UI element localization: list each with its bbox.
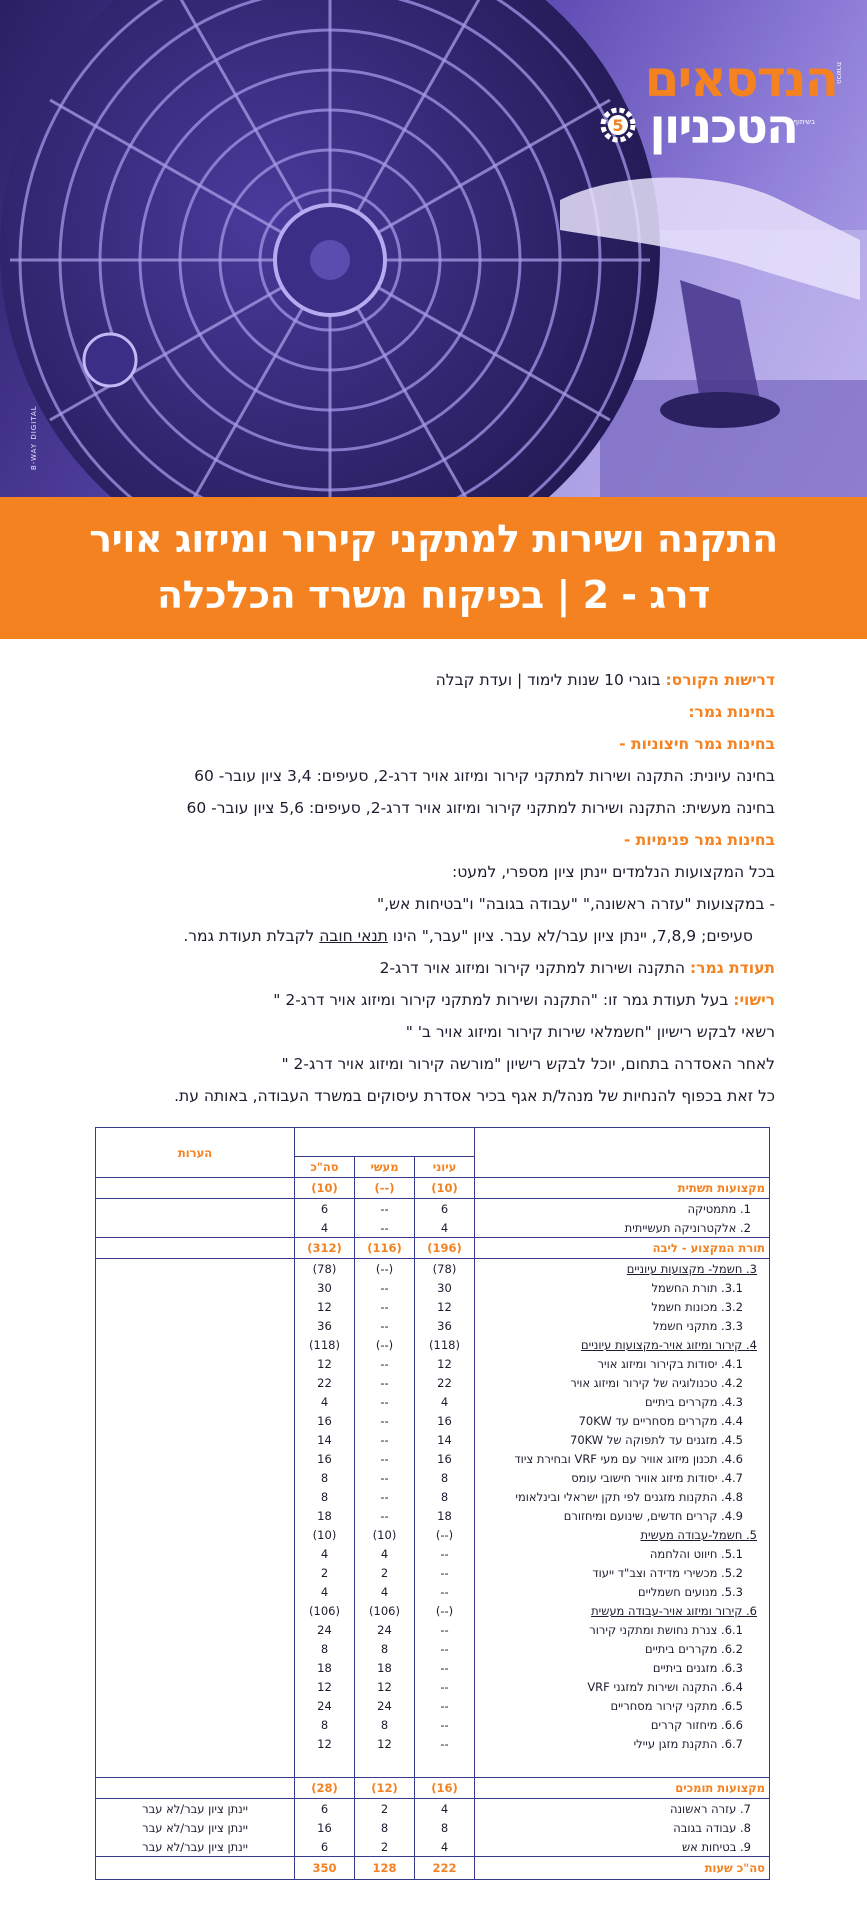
row-practical: --	[355, 1297, 415, 1316]
row-name	[475, 1620, 770, 1639]
row-total: 36	[295, 1316, 355, 1335]
table-row	[96, 1799, 770, 1818]
table-row	[96, 1506, 770, 1525]
row-note: יינתן ציון עבר/לא עבר	[96, 1837, 295, 1856]
row-name	[475, 1525, 770, 1544]
curriculum-table	[95, 1127, 770, 1880]
row-total: 16	[295, 1449, 355, 1468]
row-practical: (10)	[355, 1525, 415, 1544]
row-name	[475, 1316, 770, 1335]
header-theory: עיוני	[415, 1157, 475, 1178]
row-total: 8	[295, 1715, 355, 1734]
license-line	[75, 984, 775, 1016]
logo	[597, 50, 843, 155]
row-note	[96, 1677, 295, 1696]
row-theory: --	[415, 1715, 475, 1734]
row-total: 12	[295, 1677, 355, 1696]
header-notes: הערות	[96, 1128, 295, 1178]
row-note	[96, 1715, 295, 1734]
section-total: (312)	[295, 1238, 355, 1259]
license-label: רישוי:	[733, 991, 775, 1009]
row-name-text: 4.5. מזגנים עד לתפוקה של 70KW	[570, 1432, 743, 1447]
row-practical: --	[355, 1354, 415, 1373]
row-practical: 2	[355, 1799, 415, 1818]
row-name	[475, 1582, 770, 1601]
table-row	[96, 1544, 770, 1563]
final-exams-line	[75, 696, 775, 728]
row-practical: 8	[355, 1818, 415, 1837]
row-note	[96, 1411, 295, 1430]
row-note	[96, 1487, 295, 1506]
row-name	[475, 1696, 770, 1715]
row-note	[96, 1278, 295, 1297]
row-practical: --	[355, 1506, 415, 1525]
row-practical: 12	[355, 1677, 415, 1696]
external-exams-label: בחינות גמר חיצוניות -	[619, 735, 775, 753]
row-practical: --	[355, 1449, 415, 1468]
internal-sections-b: לקבלת תעודת גמר.	[183, 927, 320, 945]
row-total: 12	[295, 1354, 355, 1373]
row-theory: 12	[415, 1354, 475, 1373]
row-practical: 8	[355, 1715, 415, 1734]
total-theory: 222	[415, 1857, 475, 1880]
row-name	[475, 1218, 770, 1237]
row-theory: 8	[415, 1818, 475, 1837]
row-name	[475, 1799, 770, 1818]
section-practical: (12)	[355, 1778, 415, 1799]
row-theory: 6	[415, 1199, 475, 1218]
row-practical: --	[355, 1487, 415, 1506]
row-theory: (--)	[415, 1601, 475, 1620]
header-hours	[295, 1128, 475, 1157]
row-practical: 2	[355, 1563, 415, 1582]
logo-line2: הטכניון	[649, 99, 797, 155]
row-name-text: 3.1. תורת החשמל	[651, 1280, 743, 1295]
row-name	[475, 1373, 770, 1392]
row-theory: --	[415, 1677, 475, 1696]
total-label: סה"כ שעות	[475, 1857, 770, 1880]
row-practical: 8	[355, 1639, 415, 1658]
row-practical: 4	[355, 1582, 415, 1601]
row-total: 24	[295, 1696, 355, 1715]
row-note	[96, 1392, 295, 1411]
row-name	[475, 1392, 770, 1411]
row-note	[96, 1259, 295, 1278]
row-total: 4	[295, 1582, 355, 1601]
row-practical: 2	[355, 1837, 415, 1856]
header-empty	[475, 1128, 770, 1178]
row-name-text: 6.4. התקנה ושירות למזגני VRF	[587, 1679, 743, 1694]
spacer-cell	[355, 1753, 415, 1777]
row-total: 30	[295, 1278, 355, 1297]
row-note	[96, 1658, 295, 1677]
table-row	[96, 1297, 770, 1316]
row-name-text: 6.3. מזגנים ביתיים	[652, 1660, 743, 1675]
row-name-text: 5.1. חיווט והלחמה	[649, 1546, 743, 1561]
row-name-text: 4.4. מקררים מסחריים עד 70KW	[578, 1413, 743, 1428]
internal-sections-a: סעיפים; 7,8,9, יינתן ציון עבר/לא עבר. ציון "עבר," הינו	[387, 927, 753, 945]
spacer-cell	[475, 1753, 770, 1777]
row-name-text: 8. עבודה בגובה	[673, 1820, 751, 1835]
spacer-cell	[96, 1753, 295, 1777]
row-name-text: 6.7. התקנת מזגן עיילי	[633, 1736, 743, 1751]
row-name	[475, 1430, 770, 1449]
table-row	[96, 1218, 770, 1237]
table-spacer-row	[96, 1753, 770, 1777]
row-name-text: 4.2. טכנולוגיה של קירור ומיזוג אויר	[570, 1375, 743, 1390]
row-total: 12	[295, 1297, 355, 1316]
row-total: 2	[295, 1563, 355, 1582]
row-total: 4	[295, 1392, 355, 1411]
row-theory: 30	[415, 1278, 475, 1297]
row-note	[96, 1449, 295, 1468]
row-theory: --	[415, 1696, 475, 1715]
table-row	[96, 1837, 770, 1856]
logo-small-top: הכשרת	[835, 62, 843, 84]
course-info	[75, 664, 775, 1112]
section-theory: (196)	[415, 1238, 475, 1259]
row-total: (78)	[295, 1259, 355, 1278]
row-name	[475, 1544, 770, 1563]
license-line2: רשאי לבקש רישיון "חשמלאי שירות קירור ומיזוג אויר ב' "	[405, 1023, 775, 1041]
row-name-text: 6.6. מיחזור קררים	[650, 1717, 743, 1732]
table-row	[96, 1354, 770, 1373]
row-note	[96, 1582, 295, 1601]
row-name	[475, 1468, 770, 1487]
table-row	[96, 1335, 770, 1354]
row-name-text: 5. חשמל-עבודה מעשית	[640, 1527, 757, 1542]
row-name-text: 5.3. מנועים חשמליים	[638, 1584, 743, 1599]
table-row	[96, 1715, 770, 1734]
certificate-label: תעודת גמר:	[689, 959, 775, 977]
row-name-text: 7. עזרה ראשונה	[669, 1801, 751, 1816]
section-theory: (10)	[415, 1178, 475, 1199]
row-note	[96, 1525, 295, 1544]
row-name	[475, 1837, 770, 1856]
row-practical: (106)	[355, 1601, 415, 1620]
row-note	[96, 1316, 295, 1335]
row-total: 8	[295, 1487, 355, 1506]
table-row	[96, 1487, 770, 1506]
total-note	[96, 1857, 295, 1880]
row-name	[475, 1639, 770, 1658]
row-name	[475, 1658, 770, 1677]
section-total: (28)	[295, 1778, 355, 1799]
row-practical: --	[355, 1411, 415, 1430]
row-total: 14	[295, 1430, 355, 1449]
row-name	[475, 1199, 770, 1218]
section-note	[96, 1238, 295, 1259]
section-core	[96, 1238, 770, 1259]
row-name	[475, 1734, 770, 1753]
license-line4: כל זאת בכפוף להנחיות של מנהל/ת אגף בכיר אסדרת עיסוקים במשרד העבודה, באותה עת.	[174, 1087, 775, 1105]
total-row	[96, 1857, 770, 1880]
table-row	[96, 1449, 770, 1468]
internal-sections-mandatory: תנאי חובה	[319, 927, 388, 945]
row-name-text: 6.5. מתקני קירור מסחריים	[610, 1698, 743, 1713]
photo-credit: B-WAY DIGITAL	[30, 405, 38, 470]
row-note	[96, 1563, 295, 1582]
row-name	[475, 1335, 770, 1354]
row-name	[475, 1278, 770, 1297]
row-practical: 4	[355, 1544, 415, 1563]
row-theory: 36	[415, 1316, 475, 1335]
row-name	[475, 1506, 770, 1525]
logo-badge-number: 5	[612, 116, 624, 135]
section-note	[96, 1178, 295, 1199]
table-row	[96, 1677, 770, 1696]
row-theory: --	[415, 1544, 475, 1563]
row-theory: --	[415, 1658, 475, 1677]
row-theory: --	[415, 1734, 475, 1753]
row-total: 4	[295, 1218, 355, 1237]
requirements-text: בוגרי 10 שנות לימוד | ועדת קבלה	[435, 671, 666, 689]
certificate-text: התקנה ושירות למתקני קירור ומיזוג אויר דרג-2	[379, 959, 690, 977]
row-total: 16	[295, 1411, 355, 1430]
certificate-line	[75, 952, 775, 984]
row-name	[475, 1715, 770, 1734]
row-name	[475, 1259, 770, 1278]
row-total: 16	[295, 1818, 355, 1837]
row-name-text: 1. מתמטיקה	[687, 1201, 751, 1216]
internal-bullet-line: - במקצועות "עזרה ראשונה," "עבודה בגובה" ו"בטיחות אש,"	[376, 895, 775, 913]
requirements-label: דרישות הקורס:	[665, 671, 775, 689]
section-total: (10)	[295, 1178, 355, 1199]
table-row	[96, 1392, 770, 1411]
row-theory: 8	[415, 1468, 475, 1487]
row-theory: (--)	[415, 1525, 475, 1544]
row-name-text: 4.3. מקררים ביתיים	[645, 1394, 743, 1409]
row-total: 22	[295, 1373, 355, 1392]
row-name	[475, 1601, 770, 1620]
row-theory: 8	[415, 1487, 475, 1506]
row-name	[475, 1818, 770, 1837]
row-note	[96, 1218, 295, 1237]
table-row	[96, 1259, 770, 1278]
hero-image	[0, 0, 867, 497]
row-theory: --	[415, 1639, 475, 1658]
row-name-text: 4.6. תכנון מיזוג אוויר עם מעי VRF ובחירת ציוד	[514, 1451, 743, 1466]
row-note	[96, 1544, 295, 1563]
section-foundation	[96, 1178, 770, 1199]
row-total: 18	[295, 1506, 355, 1525]
row-note	[96, 1639, 295, 1658]
row-note	[96, 1734, 295, 1753]
row-total: 6	[295, 1199, 355, 1218]
row-name-text: 4.8. התקנות מזגנים לפי תקן ישראלי ובינלאומי	[515, 1489, 743, 1504]
row-note	[96, 1468, 295, 1487]
spacer-cell	[415, 1753, 475, 1777]
row-name	[475, 1563, 770, 1582]
row-note	[96, 1199, 295, 1218]
row-note	[96, 1620, 295, 1639]
row-practical: --	[355, 1430, 415, 1449]
external-exams-line	[75, 728, 775, 760]
row-total: 6	[295, 1837, 355, 1856]
header-practical: מעשי	[355, 1157, 415, 1178]
table-row	[96, 1525, 770, 1544]
license-line3: לאחר האסדרה בתחום, יוכל לבקש רישיון "מורשה קירור ומיזוג אויר דרג-2 "	[281, 1055, 775, 1073]
row-note	[96, 1297, 295, 1316]
row-practical: 18	[355, 1658, 415, 1677]
row-total: 24	[295, 1620, 355, 1639]
spacer-cell	[295, 1753, 355, 1777]
section-label: מקצועות תשתית	[475, 1178, 770, 1199]
row-name-text: 3. חשמל- מקצועות עיוניים	[626, 1261, 757, 1276]
internal-exams-line	[75, 824, 775, 856]
page-title-line2: דרג - 2 | בפיקוח משרד הכלכלה	[157, 573, 710, 617]
row-name-text: 4.9. קררים חדשים, שינועם ומיחזורם	[563, 1508, 743, 1523]
table-row	[96, 1468, 770, 1487]
section-label: מקצועות תומכים	[475, 1778, 770, 1799]
table-row	[96, 1601, 770, 1620]
row-total: 8	[295, 1468, 355, 1487]
section-practical: (116)	[355, 1238, 415, 1259]
row-name	[475, 1449, 770, 1468]
total-practical: 128	[355, 1857, 415, 1880]
table-row	[96, 1818, 770, 1837]
row-note	[96, 1335, 295, 1354]
table-row	[96, 1563, 770, 1582]
section-note	[96, 1778, 295, 1799]
row-practical: (--)	[355, 1259, 415, 1278]
row-note	[96, 1373, 295, 1392]
row-name	[475, 1411, 770, 1430]
row-name	[475, 1354, 770, 1373]
row-theory: 16	[415, 1449, 475, 1468]
practical-exam-line: בחינה מעשית: התקנה ושירות למתקני קירור ומיזוג אויר דרג-2, סעיפים: 5,6 ציון עובר- 60	[186, 799, 775, 817]
row-theory: 14	[415, 1430, 475, 1449]
requirements-line	[75, 664, 775, 696]
theory-exam-line: בחינה עיונית: התקנה ושירות למתקני קירור ומיזוג אויר דרג-2, סעיפים: 3,4 ציון עובר- 60	[194, 767, 775, 785]
row-name	[475, 1487, 770, 1506]
row-practical: (--)	[355, 1335, 415, 1354]
row-practical: --	[355, 1278, 415, 1297]
row-theory: 12	[415, 1297, 475, 1316]
row-note	[96, 1354, 295, 1373]
table-row	[96, 1373, 770, 1392]
row-note	[96, 1601, 295, 1620]
table-row	[96, 1316, 770, 1335]
row-name-text: 4. קירור ומיזוג אויר-מקצועות עיוניים	[581, 1337, 757, 1352]
row-note: יינתן ציון עבר/לא עבר	[96, 1799, 295, 1818]
row-total: (118)	[295, 1335, 355, 1354]
row-practical: --	[355, 1373, 415, 1392]
license-text: בעל תעודת גמר זו: "התקנה ושירות למתקני קירור ומיזוג אויר דרג-2 "	[273, 991, 734, 1009]
row-name-text: 2. אלקטרוניקה תעשייתית	[624, 1220, 751, 1235]
title-band	[0, 497, 867, 639]
row-practical: 24	[355, 1696, 415, 1715]
row-practical: 24	[355, 1620, 415, 1639]
row-name-text: 6.1. צנרת נחושת ומתקני קירור	[589, 1622, 743, 1637]
row-theory: 4	[415, 1218, 475, 1237]
row-theory: --	[415, 1620, 475, 1639]
table-row	[96, 1639, 770, 1658]
internal-intro-line: בכל המקצועות הנלמדים יינתן ציון מספרי, למעט:	[452, 863, 775, 881]
row-name	[475, 1297, 770, 1316]
row-name-text: 4.1. יסודות בקירור ומיזוג אויר	[597, 1356, 743, 1371]
row-theory: 16	[415, 1411, 475, 1430]
row-total: 4	[295, 1544, 355, 1563]
internal-sections-line	[75, 920, 775, 952]
row-note	[96, 1506, 295, 1525]
row-name-text: 3.2. מכונות חשמל	[651, 1299, 743, 1314]
table-row	[96, 1734, 770, 1753]
row-total: 6	[295, 1799, 355, 1818]
gear-icon	[599, 106, 637, 144]
total-total: 350	[295, 1857, 355, 1880]
section-support	[96, 1778, 770, 1799]
row-total: (10)	[295, 1525, 355, 1544]
row-name-text: 9. בטיחות אש	[681, 1839, 751, 1854]
row-practical: 12	[355, 1734, 415, 1753]
logo-line1: הנדסאים	[644, 50, 837, 108]
table-row	[96, 1696, 770, 1715]
row-note	[96, 1696, 295, 1715]
row-practical: --	[355, 1392, 415, 1411]
row-theory: (78)	[415, 1259, 475, 1278]
row-theory: 22	[415, 1373, 475, 1392]
final-exams-label: בחינות גמר:	[688, 703, 775, 721]
row-practical: --	[355, 1468, 415, 1487]
row-name-text: 6.2. מקררים ביתיים	[645, 1641, 743, 1656]
table-row	[96, 1658, 770, 1677]
row-name-text: 5.2. מכשירי מדידה וצב"ד ייעוד	[592, 1565, 743, 1580]
row-name-text: 4.7. יסודות מיזוג אוויר חישובי עומס	[571, 1470, 743, 1485]
header-total: סה"כ	[295, 1157, 355, 1178]
row-practical: --	[355, 1316, 415, 1335]
row-name	[475, 1677, 770, 1696]
table-row	[96, 1620, 770, 1639]
row-total: 12	[295, 1734, 355, 1753]
row-note: יינתן ציון עבר/לא עבר	[96, 1818, 295, 1837]
row-total: 8	[295, 1639, 355, 1658]
section-label: תורת המקצוע - ליבה	[475, 1238, 770, 1259]
row-theory: 4	[415, 1799, 475, 1818]
table-row	[96, 1278, 770, 1297]
table-row	[96, 1430, 770, 1449]
internal-exams-label: בחינות גמר פנימיות -	[623, 831, 775, 849]
table-row	[96, 1411, 770, 1430]
table-row	[96, 1582, 770, 1601]
logo-small-mid: בשיתוף	[793, 118, 815, 126]
row-theory: 4	[415, 1392, 475, 1411]
row-theory: 4	[415, 1837, 475, 1856]
row-practical: --	[355, 1218, 415, 1237]
row-theory: --	[415, 1582, 475, 1601]
row-total: (106)	[295, 1601, 355, 1620]
row-name-text: 3.3. מתקני חשמל	[653, 1318, 743, 1333]
section-practical: (--)	[355, 1178, 415, 1199]
row-theory: --	[415, 1563, 475, 1582]
table-row	[96, 1199, 770, 1218]
row-practical: --	[355, 1199, 415, 1218]
row-total: 18	[295, 1658, 355, 1677]
row-theory: 18	[415, 1506, 475, 1525]
row-name-text: 6. קירור ומיזוג אויר-עבודה מעשית	[591, 1603, 757, 1618]
row-note	[96, 1430, 295, 1449]
section-theory: (16)	[415, 1778, 475, 1799]
row-theory: (118)	[415, 1335, 475, 1354]
page-title-line1: התקנה ושירות למתקני קירור ומיזוג אויר	[89, 517, 778, 561]
